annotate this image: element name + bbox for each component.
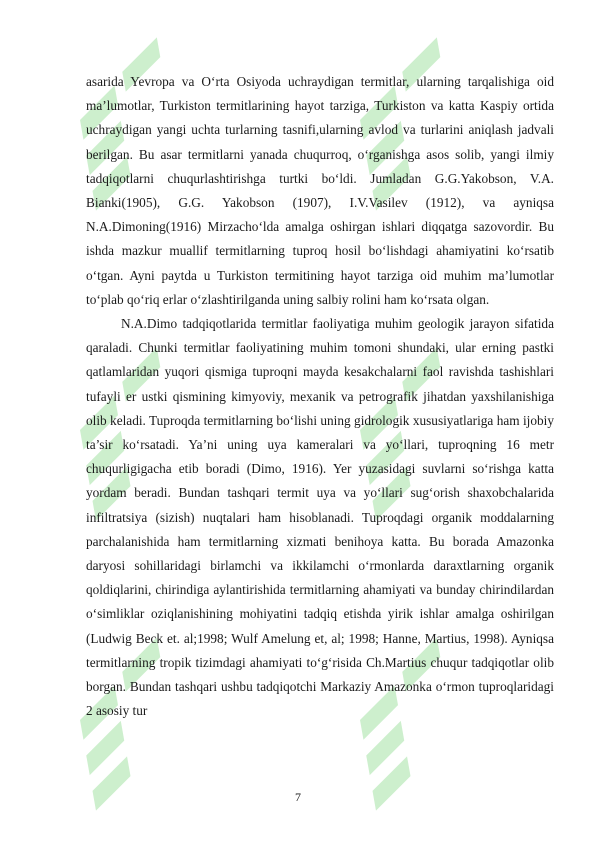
page-number: 7 (295, 790, 301, 804)
document-body (86, 70, 554, 723)
paragraph-1: asarida Yevropa va O‘rta Osiyoda uchraydigan termitlar, ularning tarqalishiga oid ma’lumotlar, Turkiston termitlarining hayot tarziga, Turkiston va katta Kaspiy ortida uchraydigan yangi uchta turlarning tasnifi,ularning avlod va turlarini aniqlash jadvali berilgan. Bu asar termitlarni yanada chuqurroq, o‘rganishga asos solib, yangi ilmiy tadqiqotlarni chuqurlashtirishga turtki bo‘ldi. Jumladan G.G.Yakobson, V.A. Bianki(1905), G.G. Yakobson (1907), I.V.Vasilev (1912), va ayniqsa N.A.Dimoning(1916) Mirzacho‘lda amalga oshirgan ishlari diqqatga sazovordir. Bu ishda mazkur muallif termitlarning tuproq hosil bo‘lishdagi ahamiyatini ko‘rsatib o‘tgan. Ayni paytda u Turkiston termitining hayot tarziga oid muhim ma’lumotlar to‘plab qo‘riq erlar o‘zlashtirilganda uning salbiy rolini ham ko‘rsata olgan. (86, 74, 554, 307)
paragraph-2: N.A.Dimo tadqiqotlarida termitlar faoliyatiga muhim geologik jarayon sifatida qaraladi. Chunki termitlar faoliyatining muhim tomoni shundaki, ular erning pastki qatlamlaridan yuqori qismiga tuproqni mayda kesakchalarni faol ravishda tashishlari tufayli er ustki qismining kimyoviy, mexanik va petrografik jihatdan yaxshilanishiga olib keladi. Tuproqda termitlarning bo‘lishi uning gidrologik xususiyatlariga ham ijobiy ta’sir ko‘rsatadi. Ya’ni uning uya kameralari va yo‘llari, tuproqning 16 metr chuqurligigacha etib boradi (Dimo, 1916). Yer yuzasidagi suvlarni so‘rishga katta yordam beradi. Bundan tashqari termit uya va yo‘llari sug‘orish shaxobchalarida infiltratsiya (sizish) nuqtalari ham hisoblanadi. Tuproqdagi organik moddalarning parchalanishida ham termitlarning xizmati benihoya katta. Bu borada Amazonka daryosi sohillaridagi birlamchi va ikkilamchi o‘rmonlarda daraxtlarning organik qoldiqlarini, chirindiga aylantirishida termitlarning ahamiyati va bunday chirindilardan o‘simliklar oziqlanishining mohiyatini tadqiq etishda yirik ishlar amalga oshirilgan (Ludwig Beck et. al;1998; Wulf Amelung et, al; 1998; Hanne, Martius, 1998). Ayniqsa termitlarning tropik tizimdagi ahamiyati to‘g‘risida Ch.Martius chuqur tadqiqotlar olib borgan. Bundan tashqari ushbu tadqiqotchi Markaziy Amazonka o‘rmon tuproqlaridagi 2 asosiy tur (86, 316, 554, 719)
